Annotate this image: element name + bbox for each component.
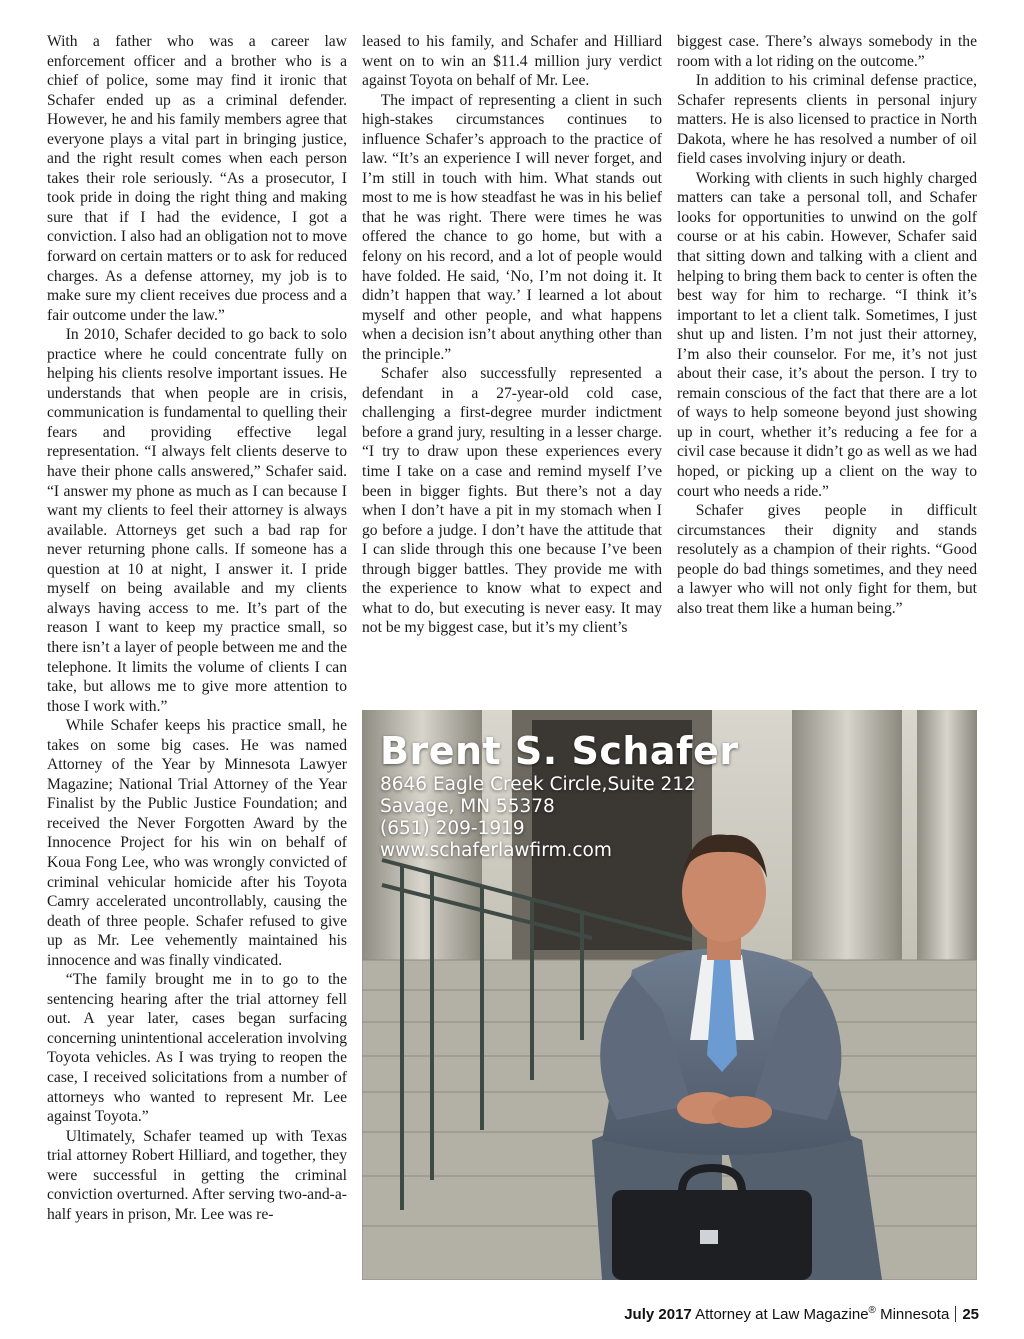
website-url: www.schaferlawfirm.com xyxy=(380,840,612,861)
article-column-2 xyxy=(362,32,662,638)
address-line-2: Savage, MN 55378 xyxy=(380,796,555,817)
paragraph: In addition to his criminal defense practice, Schafer represents clients in personal injury matters. He is also licensed to practice in North Dakota, where he has resolved a number of oil field cases involving injury or death. xyxy=(677,72,977,168)
issue-date: July 2017 xyxy=(624,1306,692,1323)
paragraph: leased to his family, and Schafer and Hilliard went on to win an $11.4 million jury verdict against Toyota on behalf of Mr. Lee. xyxy=(362,33,662,90)
article-column-3 xyxy=(677,32,977,618)
trademark-symbol: ® xyxy=(868,1305,876,1316)
attorney-name: Brent S. Schafer xyxy=(380,729,739,773)
paragraph: Schafer gives people in difficult circumstances their dignity and stands resolutely as a champion of their rights. “Good people do bad things sometimes, and they need a lawyer who will not only fight for them, but also treat them like a human being.” xyxy=(677,502,977,617)
paragraph: With a father who was a career law enforcement officer and a brother who is a chief of police, some may find it ironic that Schafer ended up as a criminal defender. However, he and his family members agree that everyone plays a vital part in bringing justice, and the right result comes when each person takes their role seriously. “As a prosecutor, I took pride in doing the right thing and making sure that if I had the evidence, I got a conviction. I also had an obligation not to move forward on certain matters or to ask for reduced charges. As a defense attorney, my job is to make sure my client receives due process and a fair outcome under the law.” xyxy=(47,33,347,324)
paragraph: Working with clients in such highly charged matters can take a personal toll, and Schafer looks for opportunities to unwind on the golf course or at his cabin. However, Schafer said that sitting down and talking with a client and helping to bring them back to center is often the best way for him to recharge. “I think it’s important to let a client talk. Sometimes, I just shut up and listen. I’m not just their attorney, I’m also their counselor. For me, it’s not just about their case, it’s about the person. I try to remain conscious of the fact that there are a lot of ways to help someone beyond just showing up in court, whether it’s reducing a fee for a civil case because it didn’t go as well as we had hoped, or picking up a client on the way to court who needs a ride.” xyxy=(677,169,977,500)
address-line-1: 8646 Eagle Creek Circle,Suite 212 xyxy=(380,774,696,795)
photo-caption xyxy=(380,728,739,862)
page-number: 25 xyxy=(962,1306,979,1323)
page-footer xyxy=(624,1305,979,1323)
paragraph: biggest case. There’s always somebody in the room with a lot riding on the outcome.” xyxy=(677,33,977,70)
article-column-1 xyxy=(47,32,347,1224)
region-name: Minnesota xyxy=(880,1306,950,1323)
attorney-portrait-photo xyxy=(362,710,977,1280)
paragraph: Schafer also successfully represented a defendant in a 27-year-old cold case, challenging a first-degree murder indictment before a grand jury, resulting in a lesser charge. “I try to draw upon these experiences every time I take on a case and remind myself I’ve been in bigger fights. But there’s not a day when I don’t have a pit in my stomach when I go before a judge. I don’t have the attitude that I can slide through this one because I’ve been through bigger battles. They provide me with the experience to know what to expect and what to do, but executing is never easy. It may not be my biggest case, but it’s my client’s xyxy=(362,365,662,637)
phone-number: (651) 209-1919 xyxy=(380,818,525,839)
paragraph: In 2010, Schafer decided to go back to solo practice where he could concentrate fully on helping his clients resolve important issues. He understands that when people are in crisis, communication is fundamental to quelling their fears and providing effective legal representation. “I always felt clients deserve to have their phone calls answered,” Schafer said. “I answer my phone as much as I can because I want my clients to feel their attorney is always available. Attorneys get such a bad rap for never returning phone calls. If someone has a question at 10 at night, I answer it. I pride myself on being available and my clients always having access to me. It’s part of the reason I want to keep my practice small, so there isn’t a layer of people between me and the telephone. It limits the volume of clients I can take, but allows me to give more attention to those I work with.” xyxy=(47,326,347,715)
paragraph: Ultimately, Schafer teamed up with Texas trial attorney Robert Hilliard, and together, they were successful in getting the criminal conviction overturned. After serving two-and-a-half years in prison, Mr. Lee was re- xyxy=(47,1127,347,1223)
paragraph: The impact of representing a client in such high-stakes circumstances continues to influence Schafer’s approach to the practice of law. “It’s an experience I will never forget, and I’m still in touch with him. What stands out most to me is how steadfast he was in his belief that he was right. There were times he was offered the chance to go home, but with a felony on his record, and a lot of people would have folded. He said, ‘No, I’m not doing it. It didn’t happen that way.’ I learned a lot about myself and other people, and what happens when a decision isn’t about anything other than the principle.” xyxy=(362,91,662,363)
magazine-name: Attorney at Law Magazine xyxy=(695,1306,869,1323)
footer-divider xyxy=(955,1306,956,1322)
paragraph: While Schafer keeps his practice small, he takes on some big cases. He was named Attorney of the Year by Minnesota Lawyer Magazine; National Trial Attorney of the Year Finalist by the Public Justice Foundation; and received the Never Forgotten Award by the Innocence Project for his win on behalf of Koua Fong Lee, who was wrongly convicted of criminal vehicular homicide after his Toyota Camry accelerated uncontrollably, causing the death of three people. Schafer refused to give up as Mr. Lee vehemently maintained his innocence and was finally vindicated. xyxy=(47,717,347,969)
paragraph: “The family brought me in to go to the sentencing hearing after the trial attorney fell out. A year later, cases began surfacing concerning unintentional acceleration involving Toyota vehicles. As I was trying to reopen the case, I received solicitations from a number of attorneys who wanted to represent Mr. Lee against Toyota.” xyxy=(47,971,347,1126)
